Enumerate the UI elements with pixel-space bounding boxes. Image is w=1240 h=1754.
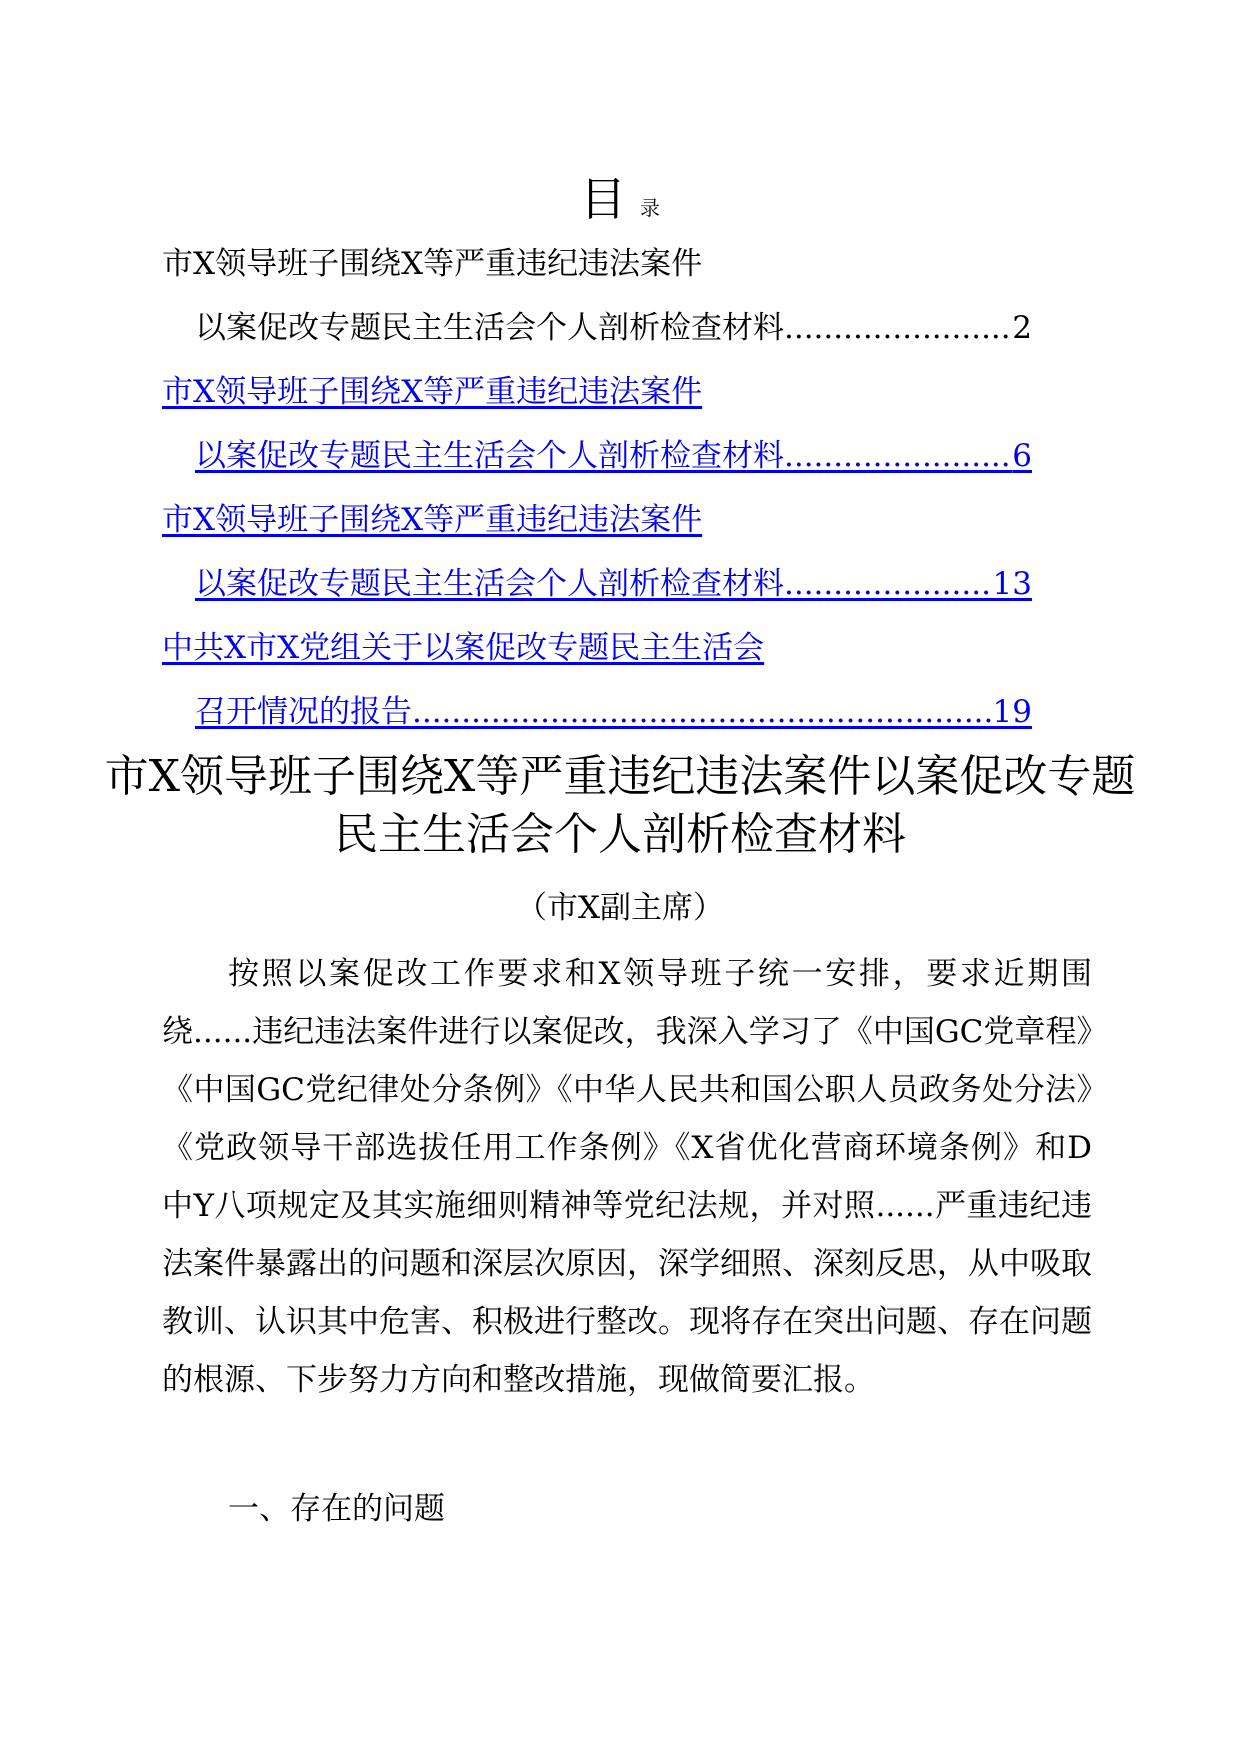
toc-page-number: 13 — [992, 566, 1032, 602]
toc-entry-4-link[interactable] — [162, 616, 1032, 744]
toc-heading-small: 录 — [640, 196, 660, 220]
toc-leader-dots — [784, 424, 1012, 488]
toc-entry-subtitle-line — [162, 680, 1032, 744]
toc-leader-dots — [784, 552, 993, 616]
toc-leader-dots — [412, 680, 993, 744]
toc-entry-title: 市X领导班子围绕X等严重违纪违法案件 — [162, 246, 703, 282]
toc-entry-subtitle-line — [162, 552, 1032, 616]
toc-leader-dots — [784, 296, 1012, 360]
table-of-contents — [162, 232, 1032, 744]
toc-entry-3-link[interactable] — [162, 488, 1032, 616]
toc-heading-big: 目 — [580, 172, 626, 226]
toc-entry-subtitle-line — [162, 424, 1032, 488]
toc-entry-subtitle-line — [162, 296, 1032, 360]
toc-page-number: 6 — [1012, 438, 1032, 474]
toc-entry-subtitle: 以案促改专题民主生活会个人剖析检查材料 — [195, 310, 784, 346]
toc-entry-2-link[interactable] — [162, 360, 1032, 488]
toc-entry-1 — [162, 232, 1032, 360]
toc-entry-subtitle: 以案促改专题民主生活会个人剖析检查材料 — [195, 566, 784, 602]
intro-paragraph: 按照以案促改工作要求和X领导班子统一安排，要求近期围绕......违纪违法案件进行以案促改，我深入学习了《中国GC党章程》《中国GC党纪律处分条例》《中华人民共和国公职人员政务处分法》《党政领导干部选拔任用工作条例》《X省优化营商环境条例》和D中Y八项规定及其实施细则精神等党纪法规，并对照......严重违纪违法案件暴露出的问题和深层次原因，深学细照、深刻反思，从中吸取教训、认识其中危害、积极进行整改。现将存在突出问题、存在问题的根源、下步努力方向和整改措施，现做简要汇报。 — [162, 956, 1092, 1398]
toc-entry-subtitle: 以案促改专题民主生活会个人剖析检查材料 — [195, 438, 784, 474]
section-heading: 一、存在的问题 — [228, 1491, 445, 1527]
toc-entry-title: 市X领导班子围绕X等严重违纪违法案件 — [162, 374, 703, 410]
toc-entry-title: 中共X市X党组关于以案促改专题民主生活会 — [162, 630, 765, 666]
document-title: 市X领导班子围绕X等严重违纪违法案件以案促改专题民主生活会个人剖析检查材料 — [104, 751, 1136, 860]
toc-entry-title: 市X领导班子围绕X等严重违纪违法案件 — [162, 502, 703, 538]
toc-page-number: 2 — [1012, 310, 1032, 346]
toc-page-number: 19 — [992, 694, 1032, 730]
document-subtitle: （市X副主席） — [515, 890, 725, 926]
toc-entry-subtitle: 召开情况的报告 — [195, 694, 412, 730]
toc-heading — [0, 172, 1240, 237]
